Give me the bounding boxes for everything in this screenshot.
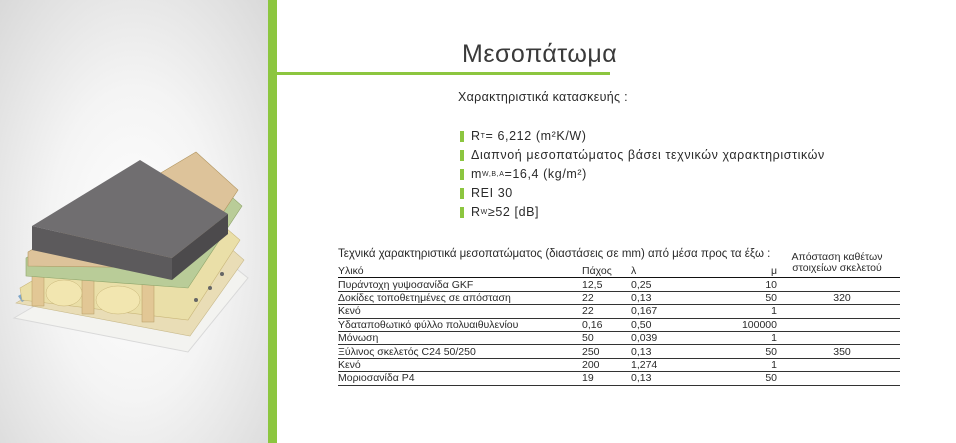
cell-lambda: 1,274	[631, 358, 696, 371]
cell-thickness: 200	[582, 358, 631, 371]
cell-lambda: 0,25	[631, 278, 696, 291]
cell-mu: 1	[696, 305, 784, 318]
header-lambda: λ	[631, 265, 696, 278]
cell-thickness: 22	[582, 305, 631, 318]
bullet-icon	[460, 188, 464, 199]
page-title: Μεσοπάτωμα	[462, 40, 618, 68]
rt-symbol: R	[471, 129, 481, 143]
cell-mu: 50	[696, 291, 784, 304]
construction-subtitle: Χαρακτηριστικά κατασκευής :	[458, 90, 628, 104]
cell-mu: 1	[696, 358, 784, 371]
cell-material: Πυράντοχη γυψοσανίδα GKF	[338, 278, 582, 291]
cell-lambda: 0,039	[631, 331, 696, 344]
cell-thickness: 19	[582, 372, 631, 385]
mass-symbol: m	[471, 167, 483, 181]
title-underline	[277, 72, 610, 75]
cell-mu: 100000	[696, 318, 784, 331]
rw-subscript: W	[480, 209, 488, 216]
table-row	[338, 318, 900, 331]
cell-spacing	[784, 305, 900, 318]
insulation-roll	[46, 280, 82, 306]
layers-table	[338, 262, 900, 386]
table-title: Τεχνικά χαρακτηριστικά μεσοπατώματος (διαστάσεις σε mm) από μέσα προς τα έξω :	[338, 248, 771, 260]
screw	[220, 272, 224, 276]
table-row	[338, 305, 900, 318]
cell-spacing	[784, 372, 900, 385]
header-mu: μ	[696, 265, 784, 278]
cell-thickness: 22	[582, 291, 631, 304]
cell-lambda: 0,167	[631, 305, 696, 318]
table-row	[338, 291, 900, 304]
cell-lambda: 0,13	[631, 372, 696, 385]
cell-spacing: 320	[784, 291, 900, 304]
insulation-roll	[96, 286, 140, 314]
cell-spacing	[784, 318, 900, 331]
table-row	[338, 358, 900, 371]
cell-material: Μόνωση	[338, 331, 582, 344]
property-rw	[460, 203, 825, 222]
accent-divider	[268, 0, 277, 443]
bullet-icon	[460, 169, 464, 180]
cell-thickness: 0,16	[582, 318, 631, 331]
cell-material: Μοριοσανίδα P4	[338, 372, 582, 385]
cell-thickness: 50	[582, 331, 631, 344]
floor-illustration-panel	[0, 0, 268, 443]
cell-material: Δοκίδες τοποθετημένες σε απόσταση	[338, 291, 582, 304]
cell-spacing	[784, 278, 900, 291]
cell-thickness: 250	[582, 345, 631, 358]
joist	[142, 282, 154, 322]
cell-mu: 10	[696, 278, 784, 291]
cell-lambda: 0,50	[631, 318, 696, 331]
table-body	[338, 278, 900, 385]
rei-text: REI 30	[471, 186, 513, 200]
rw-value: ≥52 [dB]	[487, 205, 540, 219]
cell-material: Ξύλινος σκελετός C24 50/250	[338, 345, 582, 358]
table-header-row	[338, 265, 900, 278]
mass-subscript: W,B,A	[482, 171, 505, 178]
cell-lambda: 0,13	[631, 345, 696, 358]
table-row	[338, 345, 900, 358]
cell-mu: 1	[696, 331, 784, 344]
floor-cross-section-illustration	[0, 0, 268, 443]
bullet-icon	[460, 131, 464, 142]
table-row	[338, 331, 900, 344]
properties-list	[460, 127, 825, 222]
rt-subscript: T	[480, 133, 486, 140]
cell-material: Κενό	[338, 358, 582, 371]
property-rei	[460, 184, 825, 203]
screw	[208, 286, 212, 290]
rt-value: = 6,212 (m²K/W)	[485, 129, 587, 143]
table-row	[338, 278, 900, 291]
header-spacing	[784, 265, 900, 278]
header-thickness: Πάχος	[582, 265, 631, 278]
property-rt	[460, 127, 825, 146]
cell-spacing: 350	[784, 345, 900, 358]
cell-spacing	[784, 331, 900, 344]
cell-thickness: 12,5	[582, 278, 631, 291]
cell-lambda: 0,13	[631, 291, 696, 304]
spacing-header-line2: στοιχείων σκελετού	[792, 262, 882, 274]
table-row	[338, 372, 900, 385]
cell-material: Κενό	[338, 305, 582, 318]
mass-value: =16,4 (kg/m²)	[504, 167, 587, 181]
bullet-icon	[460, 150, 464, 161]
bullet-icon	[460, 207, 464, 218]
header-material: Υλικό	[338, 265, 582, 278]
property-design	[460, 146, 825, 165]
cell-mu: 50	[696, 372, 784, 385]
property-mass	[460, 165, 825, 184]
cell-spacing	[784, 358, 900, 371]
cell-material: Υδαταποθωτικό φύλλο πολυαιθυλενίου	[338, 318, 582, 331]
design-text: Διαπνοή μεσοπατώματος βάσει τεχνικών χαρακτηριστικών	[471, 148, 825, 162]
spacing-header-line1: Απόσταση καθέτων	[791, 251, 883, 263]
screw	[194, 298, 198, 302]
rw-symbol: R	[471, 205, 481, 219]
cell-mu: 50	[696, 345, 784, 358]
